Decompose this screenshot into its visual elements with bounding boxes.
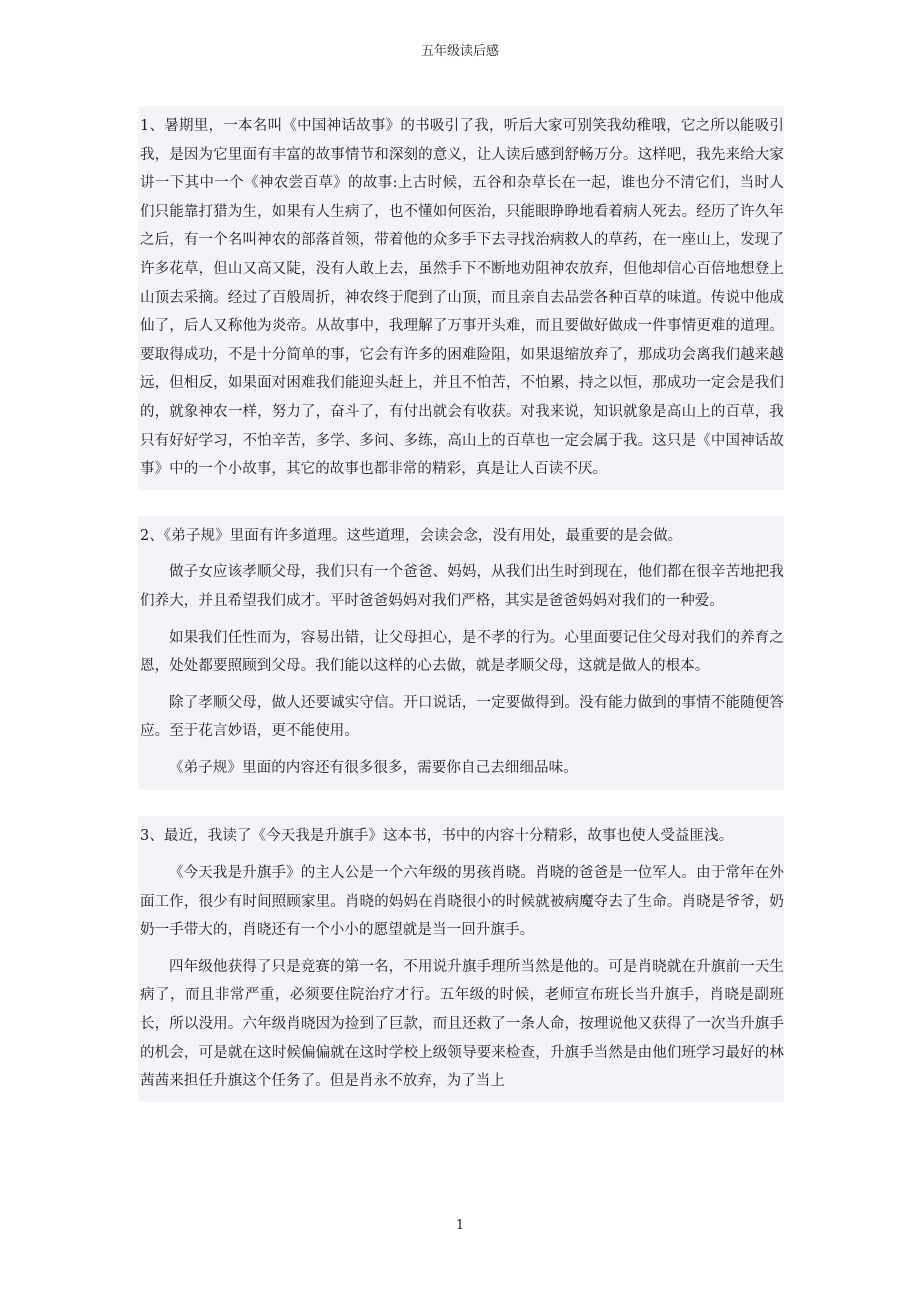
- essay-3-paragraph-2: 《今天我是升旗手》的主人公是一个六年级的男孩肖晓。肖晓的爸爸是一位军人。由于常年在外面工作，很少有时间照顾家里。肖晓的妈妈在肖晓很小的时候就被病魔夺去了生命。肖晓是爷爷，奶奶一手带大的，肖晓还有一个小小的愿望就是当一回升旗手。: [140, 865, 784, 939]
- page-number: 1: [455, 1218, 465, 1233]
- essay-section-3: [138, 816, 784, 1101]
- document-body: [138, 106, 784, 1102]
- essay-2-paragraph-2: 做子女应该孝顺父母，我们只有一个爸爸、妈妈，从我们出生时到现在，他们都在很辛苦地把我们养大，并且希望我们成才。平时爸爸妈妈对我们严格，其实是爸爸妈妈对我们的一种爱。: [140, 564, 784, 609]
- essay-1-paragraph: 1、暑期里，一本名叫《中国神话故事》的书吸引了我，听后大家可别笑我幼稚哦，它之所以能吸引我，是因为它里面有丰富的故事情节和深刻的意义，让人读后感到舒畅万分。这样吧，我先来给大家讲一下其中一个《神农尝百草》的故事:上古时候，五谷和杂草长在一起，谁也分不清它们，当时人们只能靠打猎为生，如果有人生病了，也不懂如何医治，只能眼睁睁地看着病人死去。经历了许久年之后，有一个名叫神农的部落首领，带着他的众多手下去寻找治病救人的草药，在一座山上，发现了许多花草，但山又高又陡，没有人敢上去，虽然手下不断地劝阻神农放弃，但他却信心百倍地想登上山顶去采摘。经过了百般周折，神农终于爬到了山顶，而且亲自去品尝各种百草的味道。传说中他成仙了，后人又称他为炎帝。从故事中，我理解了万事开头难，而且要做好做成一件事情更难的道理。要取得成功，不是十分简单的事，它会有许多的困难险阻，如果退缩放弃了，那成功会离我们越来越远，但相反，如果面对困难我们能迎头赶上，并且不怕苦，不怕累，持之以恒，那成功一定会是我们的，就象神农一样，努力了，奋斗了，有付出就会有收获。对我来说，知识就象是高山上的百草，我只有好好学习，不怕辛苦，多学、多问、多练，高山上的百草也一定会属于我。这只是《中国神话故事》中的一个小故事，其它的故事也都非常的精彩，真是让人百读不厌。: [140, 118, 784, 478]
- essay-3-paragraph-3: 四年级他获得了只是竞赛的第一名，不用说升旗手理所当然是他的。可是肖晓就在升旗前一天生病了，而且非常严重，必须要住院治疗才行。五年级的时候，老师宣布班长当升旗手，肖晓是副班长，所以没用。六年级肖晓因为捡到了巨款，而且还救了一条人命，按理说他又获得了一次当升旗手的机会，可是就在这时候偏偏就在这时学校上级领导要来检查，升旗手当然是由他们班学习最好的林茜茜来担任升旗这个任务了。但是肖永不放弃，为了当上: [140, 958, 784, 1090]
- essay-2-paragraph-4: 除了孝顺父母，做人还要诚实守信。开口说话，一定要做得到。没有能力做到的事情不能随便答应。至于花言妙语，更不能使用。: [140, 694, 784, 740]
- essay-2-paragraph-1: 2、《弟子规》里面有许多道理。这些道理，会读会念，没有用处，最重要的是会做。: [140, 527, 683, 544]
- essay-section-1: [138, 106, 784, 490]
- essay-2-paragraph-5: 《弟子规》里面的内容还有很多很多，需要你自己去细细品味。: [169, 759, 578, 776]
- essay-3-paragraph-1: 3、最近，我读了《今天我是升旗手》这本书，书中的内容十分精彩，故事也使人受益匪浅。: [140, 828, 734, 845]
- essay-section-2: [138, 516, 784, 791]
- essay-2-paragraph-3: 如果我们任性而为，容易出错，让父母担心，是不孝的行为。心里面要记住父母对我们的养育之恩，处处都要照顾到父母。我们能以这样的心去做，就是孝顺父母，这就是做人的根本。: [140, 629, 784, 675]
- page-header-title: 五年级读后感: [420, 44, 499, 59]
